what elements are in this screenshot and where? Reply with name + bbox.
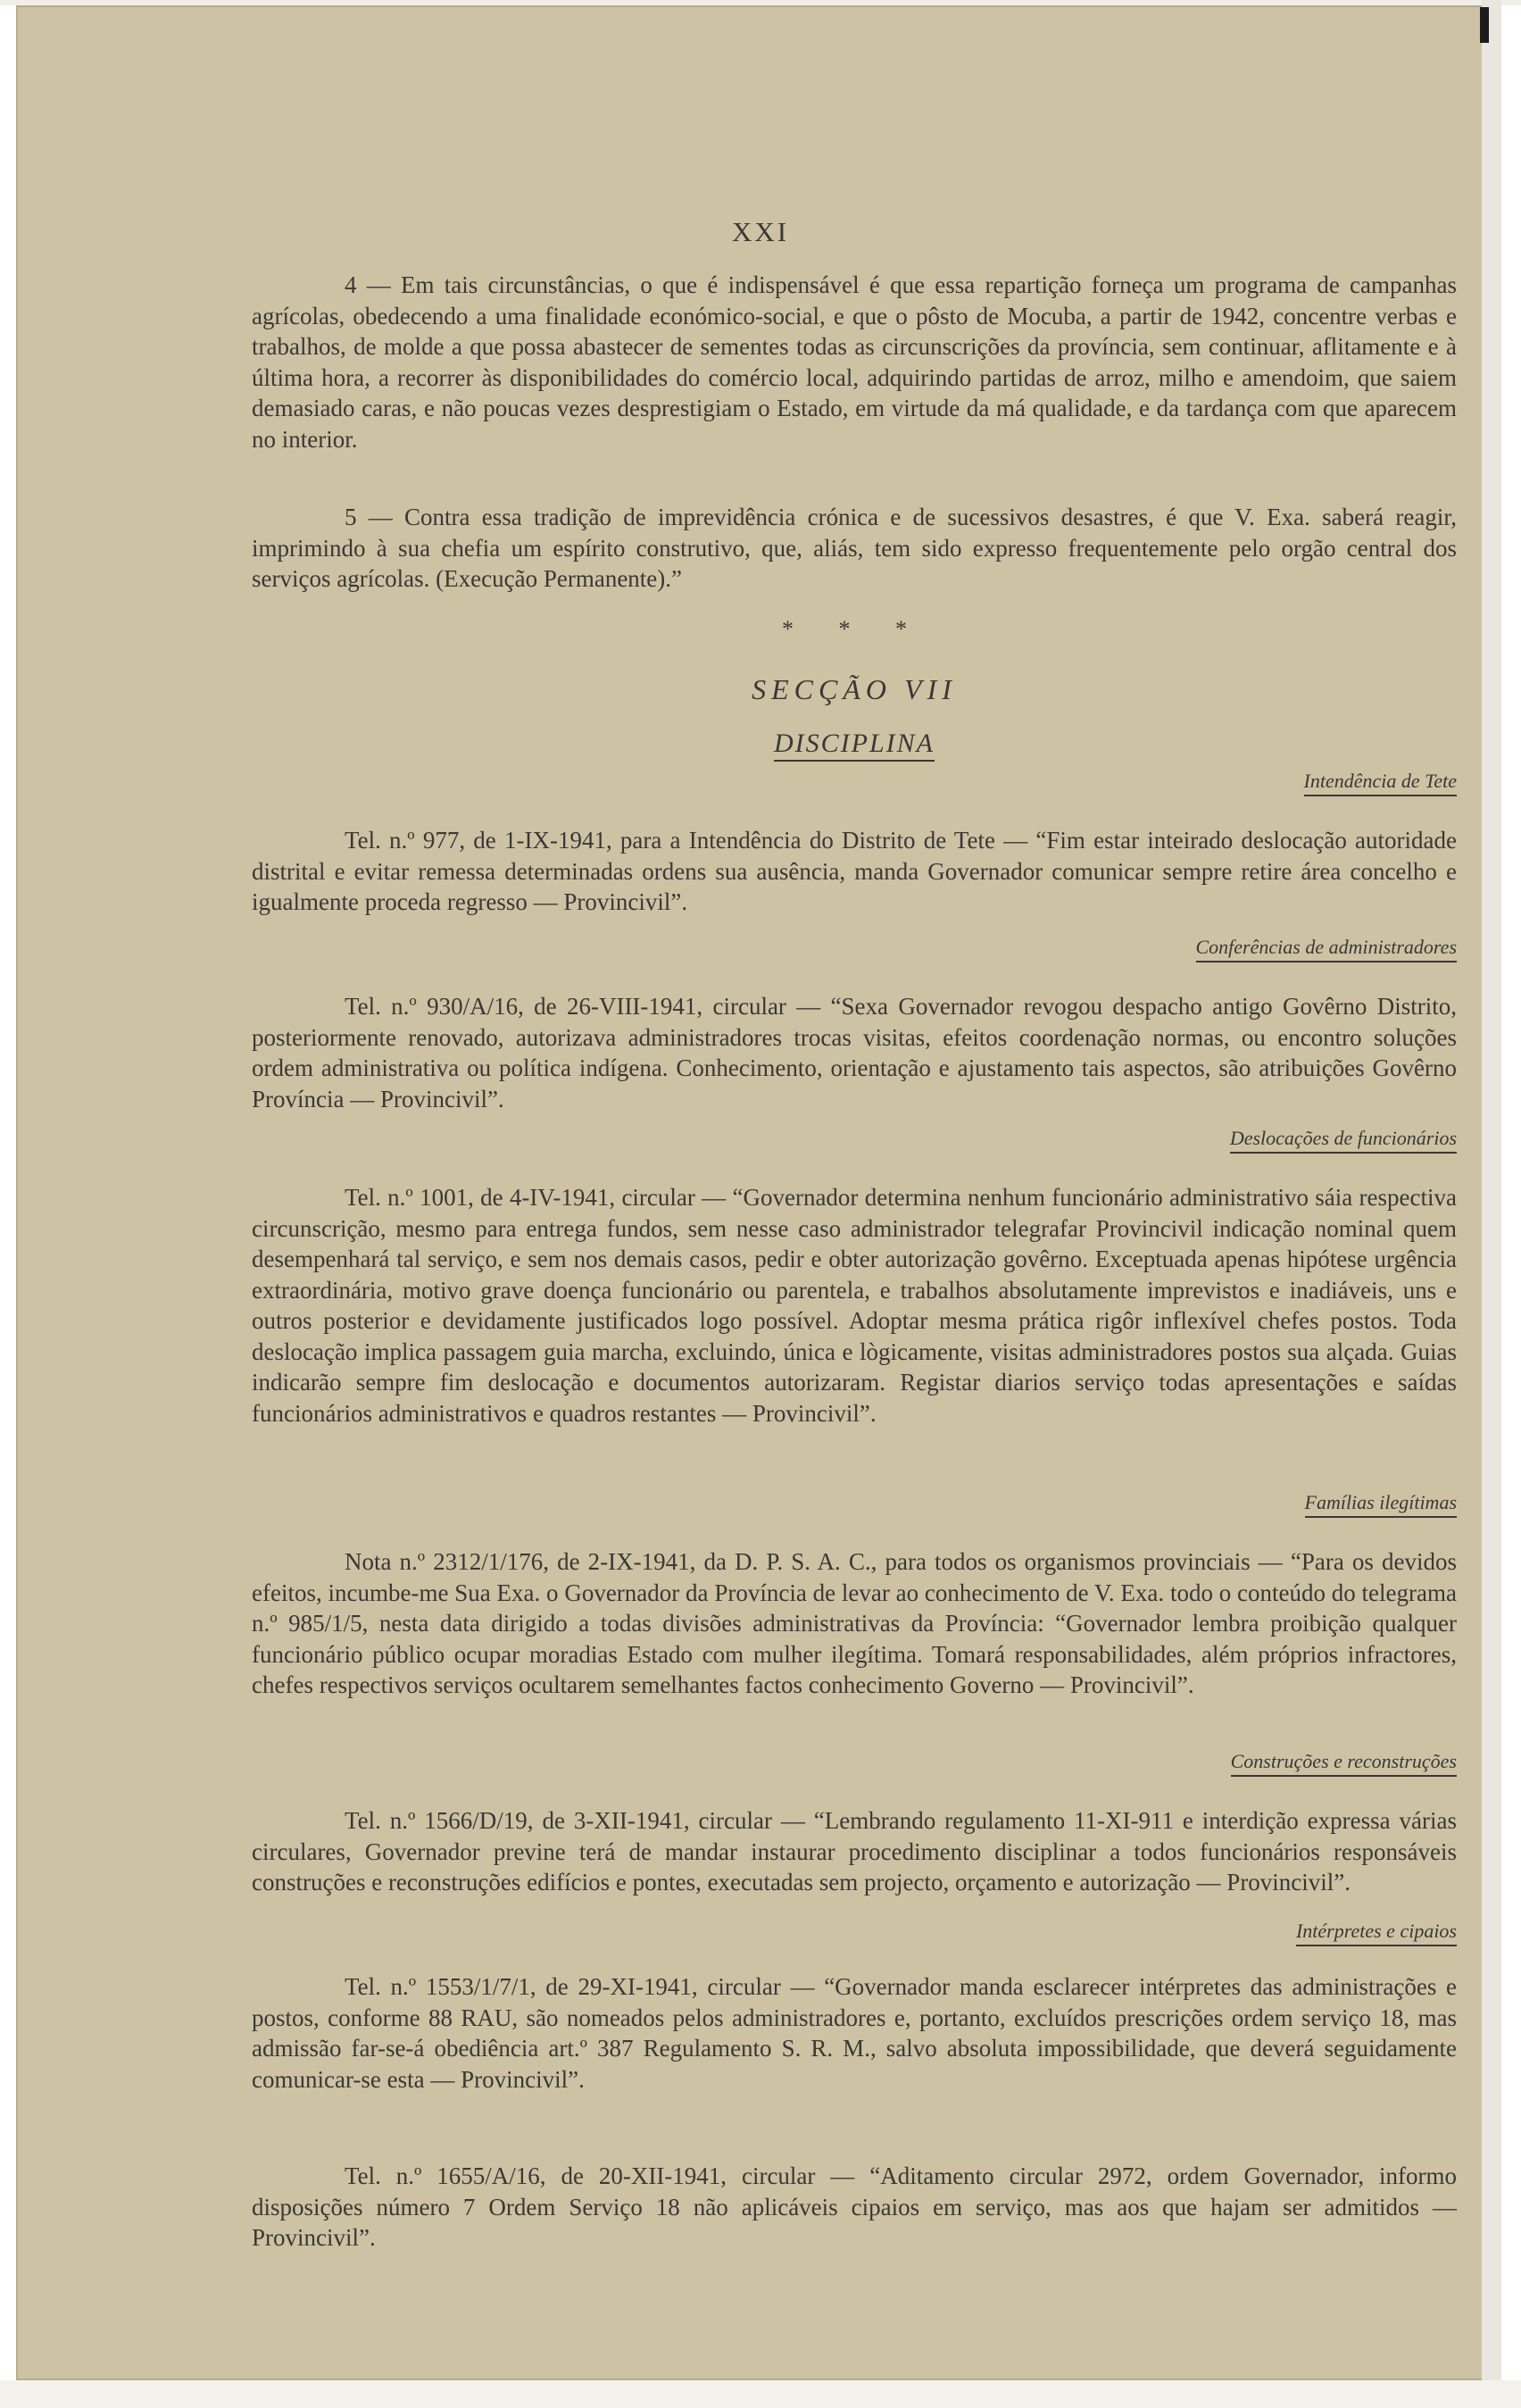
scan-edge-mark	[1480, 7, 1489, 43]
separator-asterisks: * * *	[782, 616, 927, 642]
paragraph-5-text: 5 — Contra essa tradição de imprevidência crónica e de sucessivos desastres, é que V. Exa. saberá reagir, imprimindo à sua chefia um espírito construtivo, que, aliás, tem sido expresso frequentemente pelo orgão central dos serviços agrícolas. (Execução Permanente).”	[252, 504, 1457, 592]
entry-text	[252, 1805, 1457, 1898]
entry-text	[252, 1546, 1457, 1701]
entry-heading: Conferências de administradores	[1196, 936, 1458, 962]
entry-text	[252, 1971, 1457, 2095]
entry-text	[252, 1182, 1457, 1429]
intro-paragraph-5	[252, 502, 1457, 595]
page-number: XXI	[731, 216, 790, 247]
scan-right-margin	[1482, 0, 1501, 2408]
entry-heading: Famílias ilegítimas	[1305, 1491, 1458, 1518]
entry-paragraph: Tel. n.º 930/A/16, de 26-VIII-1941, circular — “Sexa Governador revogou despacho antigo Govêrno Distrito, posteriormente renovado, autorizava administradores trocas visitas, efeitos coordenação normas, ou encontro soluções ordem administrativa ou política indígena. Conhecimento, orientação e ajustamento tais aspectos, são atribuições Govêrno Província — Provincivil”.	[252, 993, 1457, 1112]
entry-paragraph: Tel. n.º 1655/A/16, de 20-XII-1941, circular — “Aditamento circular 2972, ordem Governador, informo disposições número 7 Ordem Serviço 18 não aplicáveis cipaios em serviço, mas aos que hajam ser admitidos — Provincivil”.	[252, 2162, 1457, 2251]
section-title: SECÇÃO VII	[752, 673, 957, 705]
entry-heading: Intérpretes e cipaios	[1296, 1920, 1457, 1946]
section-subtitle-text: DISCIPLINA	[774, 729, 935, 762]
entry-paragraph: Tel. n.º 977, de 1-IX-1941, para a Intendência do Distrito de Tete — “Fim estar inteirado deslocação autoridade distrital e evitar remessa determinadas ordens sua ausência, manda Governador comunicar sempre retire área concelho e igualmente proceda regresso — Provincivil”.	[252, 827, 1457, 915]
entry-heading: Construções e reconstruções	[1231, 1750, 1457, 1777]
entry-text	[252, 825, 1457, 918]
section-subtitle	[252, 729, 1457, 759]
entry-paragraph: Tel. n.º 1566/D/19, de 3-XII-1941, circular — “Lembrando regulamento 11-XI-911 e interdição expressa várias circulares, Governador previne terá de mandar instaurar procedimento disciplinar a todos funcionários responsáveis construções e reconstruções edifícios e pontes, executadas sem projecto, orçamento e autorização — Provincivil”.	[252, 1807, 1457, 1896]
scan-bottom-margin	[0, 2380, 1521, 2408]
entry-heading: Intendência de Tete	[1304, 770, 1457, 796]
entry-paragraph: Tel. n.º 1553/1/7/1, de 29-XI-1941, circular — “Governador manda esclarecer intérpretes das administrações e postos, conforme 88 RAU, são nomeados pelos administradores e, portanto, excluídos prescrições ordem serviço 18, mas admissão far-se-á obediência art.º 387 Regulamento S. R. M., salvo absoluta impossibilidade, que deverá seguidamente comunicar-se esta — Provincivil”.	[252, 1973, 1457, 2093]
paragraph-4-text: 4 — Em tais circunstâncias, o que é indispensável é que essa repartição forneça um programa de campanhas agrícolas, obedecendo a uma finalidade económico-social, e que o pôsto de Mocuba, a partir de 1942, concentre verbas e trabalhos, de molde a que possa abastecer de sementes todas as circunscrições da província, sem continuar, aflitamente e à última hora, a recorrer às disponibilidades do comércio local, adquirindo partidas de arroz, milho e amendoim, que saiem demasiado caras, e não poucas vezes desprestigiam o Estado, em virtude da má qualidade, e da tardança com que aparecem no interior.	[252, 271, 1457, 453]
entry-text	[252, 991, 1457, 1114]
entry-paragraph: Tel. n.º 1001, de 4-IV-1941, circular — “Governador determina nenhum funcionário administrativo sáia respectiva circunscrição, mesmo para entrega fundos, sem nesse caso administrador telegrafar Provincivil indicação nominal quem desempenhará tal serviço, e sem nos demais casos, pedir e obter autorização govêrno. Exceptuada apenas hipótese urgência extraordinária, motivo grave doença funcionário ou parentela, e trabalhos absolutamente imprevistos e inadiáveis, uns e outros posterior e devidamente justificados logo possível. Adoptar mesma prática rigôr inflexível chefes postos. Toda deslocação implica passagem guia marcha, excluindo, única e lògicamente, visitas administradores postos sua alçada. Guias indicarão sempre fim deslocação e documentos autorizaram. Registar diarios serviço todas apresentações e saídas funcionários administrativos e quadros restantes — Provincivil”.	[252, 1184, 1457, 1427]
entry-text	[252, 2161, 1457, 2254]
intro-paragraph-4	[252, 270, 1457, 454]
entry-paragraph: Nota n.º 2312/1/176, de 2-IX-1941, da D. P. S. A. C., para todos os organismos provinciais — “Para os devidos efeitos, incumbe-me Sua Exa. o Governador da Província de levar ao conhecimento de V. Exa. todo o conteúdo do telegrama n.º 985/1/5, nesta data dirigido a todas divisões administrativas da Província: “Governador lembra proibição qualquer funcionário público ocupar moradias Estado com mulher ilegítima. Tomará responsabilidades, além próprios infractores, chefes respectivos serviços ocultarem semelhantes factos conhecimento Governo — Provincivil”.	[252, 1548, 1457, 1698]
entry-heading: Deslocações de funcionários	[1230, 1127, 1457, 1154]
